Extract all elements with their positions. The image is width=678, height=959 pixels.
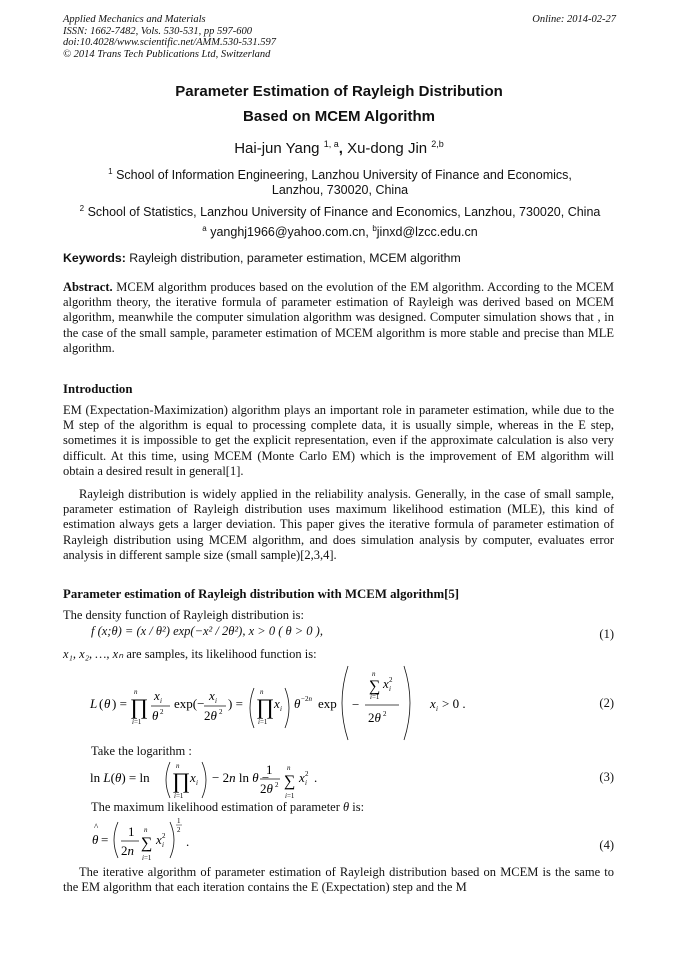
equation-1-number: (1) (599, 627, 614, 641)
svg-text:−: − (352, 697, 360, 712)
svg-text:i: i (280, 705, 282, 713)
svg-text:n: n (144, 826, 148, 834)
svg-text:n: n (260, 688, 264, 696)
svg-text:1: 1 (266, 762, 273, 777)
svg-text:x: x (156, 832, 162, 847)
samples-variables: x₁, x₂, …, xₙ (63, 647, 124, 661)
density-intro: The density function of Rayleigh distribution is: (63, 608, 304, 622)
keywords-text: Rayleigh distribution, parameter estimation, MCEM algorithm (129, 251, 461, 265)
svg-text:∏: ∏ (172, 768, 191, 793)
svg-text:(: ( (99, 696, 104, 711)
equation-3 (88, 758, 348, 802)
svg-text:−2n: −2n (301, 695, 312, 703)
issn: ISSN: 1662-7482, Vols. 530-531, pp 597-600 (63, 25, 252, 37)
section-2-heading: Parameter estimation of Rayleigh distribution with MCEM algorithm[5] (63, 587, 460, 601)
svg-text:x: x (430, 696, 436, 711)
affiliation-2-sup: 2 (79, 204, 85, 213)
svg-text:2: 2 (219, 708, 223, 716)
journal-name: Applied Mechanics and Materials (63, 14, 206, 25)
introduction-heading: Introduction (63, 382, 133, 396)
svg-text:L: L (90, 696, 98, 711)
logarithm-text: Take the logarithm : (91, 744, 192, 758)
mle-text-start: The maximum likelihood estimation of parameter (91, 800, 340, 814)
svg-text:i: i (305, 779, 307, 787)
svg-text:2θ: 2θ (368, 710, 381, 725)
svg-text:θ: θ (152, 708, 159, 723)
equation-3-number: (3) (599, 770, 614, 784)
affiliation-2 (60, 201, 620, 220)
svg-text:=: = (101, 832, 109, 847)
svg-text:2: 2 (305, 770, 309, 778)
emails (90, 221, 590, 240)
email-a[interactable]: yanghj1966@yahoo.com.cn, (210, 225, 369, 240)
author-separator: , (338, 140, 343, 157)
svg-text:) =: ) = (228, 696, 243, 711)
svg-text:2: 2 (160, 708, 164, 716)
svg-text:i=1: i=1 (258, 718, 268, 726)
svg-text:2: 2 (162, 832, 166, 840)
svg-text:i: i (162, 841, 164, 849)
introduction-para-1: EM (Expectation-Maximization) algorithm plays an important role in parameter estimation, while due to the M step of the algorithm is equal to processing complete data, it is usually simple, whereas in the E step, sometimes it is impossible to get the explicit representation, even if the approximate calculation is also very difficult. At this time, using MCEM (Monte Carlo EM) which is the improvement of EM algorithm will obtain a desired result in general[1]. (63, 403, 614, 478)
svg-text:∏: ∏ (256, 694, 275, 719)
svg-text:i=1: i=1 (142, 854, 152, 862)
svg-text:2: 2 (383, 710, 387, 718)
mcem-intro-paragraph: The iterative algorithm of parameter estimation of Rayleigh distribution based on MCEM is the same to the EM algorithm that each iteration contains the E (Expectation) step and the M (63, 865, 614, 895)
svg-text:2: 2 (389, 676, 393, 684)
keywords (63, 251, 461, 265)
author-1-sup: 1, a (323, 139, 339, 149)
svg-text:i: i (436, 705, 438, 713)
svg-text:2θ: 2θ (260, 781, 273, 796)
svg-text:i=1: i=1 (174, 792, 184, 800)
email-b-sup: b (372, 224, 377, 233)
introduction-para-2: Rayleigh distribution is widely applied in the reliability analysis. Generally, in the case of small sample, parameter estimation of Rayleigh distribution uses maximum likelihood estimation (MLE), this kind of estimation always gets a larger deviation. This paper gives the iterative formula of parameter estimation of Rayleigh distribution using MCEM algorithm, and does simulation analysis by computer, evaluates error analysis in different sample size (small sample)[2,3,4]. (63, 487, 614, 562)
svg-text:x: x (299, 770, 305, 785)
svg-text:∏: ∏ (130, 694, 149, 719)
svg-text:θ: θ (92, 832, 99, 847)
svg-text:− 2n ln θ −: − 2n ln θ − (212, 770, 270, 785)
svg-text:) =: ) = (112, 696, 127, 711)
svg-text:2n: 2n (121, 843, 134, 858)
equation-4 (88, 816, 208, 862)
equation-2-number: (2) (599, 696, 614, 710)
abstract-label: Abstract. (63, 280, 113, 294)
svg-text:2: 2 (275, 781, 279, 789)
abstract-text: MCEM algorithm produces based on the evolution of the EM algorithm. According to the MCEM algorithm theory, the iterative formula of parameter estimation of Rayleigh was derived based on MCEM algorithm, meanwhile the computer simulation algorithm was designed. Computer simulation shows that , in the case of the small sample, parameter estimation of MCEM algorithm is more stable and precise than MLE algorithm. (63, 280, 614, 355)
svg-text:x: x (190, 770, 196, 785)
svg-text:.: . (314, 770, 318, 785)
affiliation-1-sup: 1 (108, 167, 113, 176)
svg-text:i: i (160, 697, 162, 705)
svg-text:.: . (186, 834, 190, 849)
svg-text:n: n (372, 670, 376, 678)
svg-text:1: 1 (177, 817, 181, 825)
svg-text:n: n (287, 764, 291, 772)
svg-text:n: n (176, 762, 180, 770)
equation-4-number: (4) (599, 838, 614, 852)
svg-text:x: x (383, 676, 389, 691)
svg-text:∑: ∑ (141, 835, 153, 852)
samples-text: are samples, its likelihood function is: (126, 647, 317, 661)
author-2-sup: 2,b (431, 139, 444, 149)
doi: doi:10.4028/www.scientific.net/AMM.530-531.597 (63, 37, 276, 48)
svg-text:i: i (389, 685, 391, 693)
svg-text:ln L(θ) = ln: ln L(θ) = ln (90, 770, 150, 785)
affiliation-1-text: School of Information Engineering, Lanzhou University of Finance and Economics, Lanzhou, 730020, China (116, 168, 572, 198)
svg-text:2: 2 (177, 826, 181, 834)
affiliation-1 (90, 164, 590, 198)
author-line (0, 139, 678, 157)
author-2: Xu-dong Jin (347, 140, 428, 157)
abstract (63, 280, 614, 356)
online-date: Online: 2014-02-27 (532, 14, 616, 25)
svg-text:^: ^ (94, 822, 99, 832)
equation-1: f (x;θ) = (x / θ²) exp(−x² / 2θ²), x > 0 ( θ > 0 ), (91, 624, 323, 638)
svg-text:2θ: 2θ (204, 708, 217, 723)
svg-text:n: n (134, 688, 138, 696)
email-a-sup: a (202, 224, 207, 233)
mle-text-end: is: (352, 800, 365, 814)
mle-text (91, 800, 611, 815)
paper-title-line2: Based on MCEM Algorithm (243, 108, 435, 125)
svg-text:i: i (215, 697, 217, 705)
svg-text:i=1: i=1 (370, 693, 380, 701)
svg-text:i: i (196, 779, 198, 787)
author-1: Hai-jun Yang (234, 140, 320, 157)
copyright: © 2014 Trans Tech Publications Ltd, Switzerland (63, 48, 271, 60)
svg-text:∑: ∑ (369, 678, 381, 695)
svg-text:exp: exp (318, 696, 337, 711)
svg-text:θ: θ (104, 696, 111, 711)
svg-text:i=1: i=1 (132, 718, 142, 726)
keywords-label: Keywords: (63, 251, 126, 265)
svg-text:x: x (274, 696, 280, 711)
svg-text:exp(−: exp(− (174, 696, 205, 711)
affiliation-2-text: School of Statistics, Lanzhou University of Finance and Economics, Lanzhou, 730020, China (87, 205, 601, 220)
svg-text:1: 1 (128, 824, 135, 839)
svg-text:x: x (209, 688, 215, 703)
equation-2 (88, 664, 468, 742)
samples-line (63, 646, 614, 662)
mle-theta: θ (343, 800, 350, 814)
svg-text:∑: ∑ (284, 773, 296, 790)
svg-text:i=1: i=1 (285, 792, 295, 800)
email-b[interactable]: jinxd@lzcc.edu.cn (376, 225, 478, 240)
paper-title-line1: Parameter Estimation of Rayleigh Distribution (175, 83, 503, 100)
journal-header (63, 14, 276, 60)
svg-text:x: x (154, 688, 160, 703)
svg-text:θ: θ (294, 696, 301, 711)
svg-text:> 0 .: > 0 . (442, 696, 466, 711)
